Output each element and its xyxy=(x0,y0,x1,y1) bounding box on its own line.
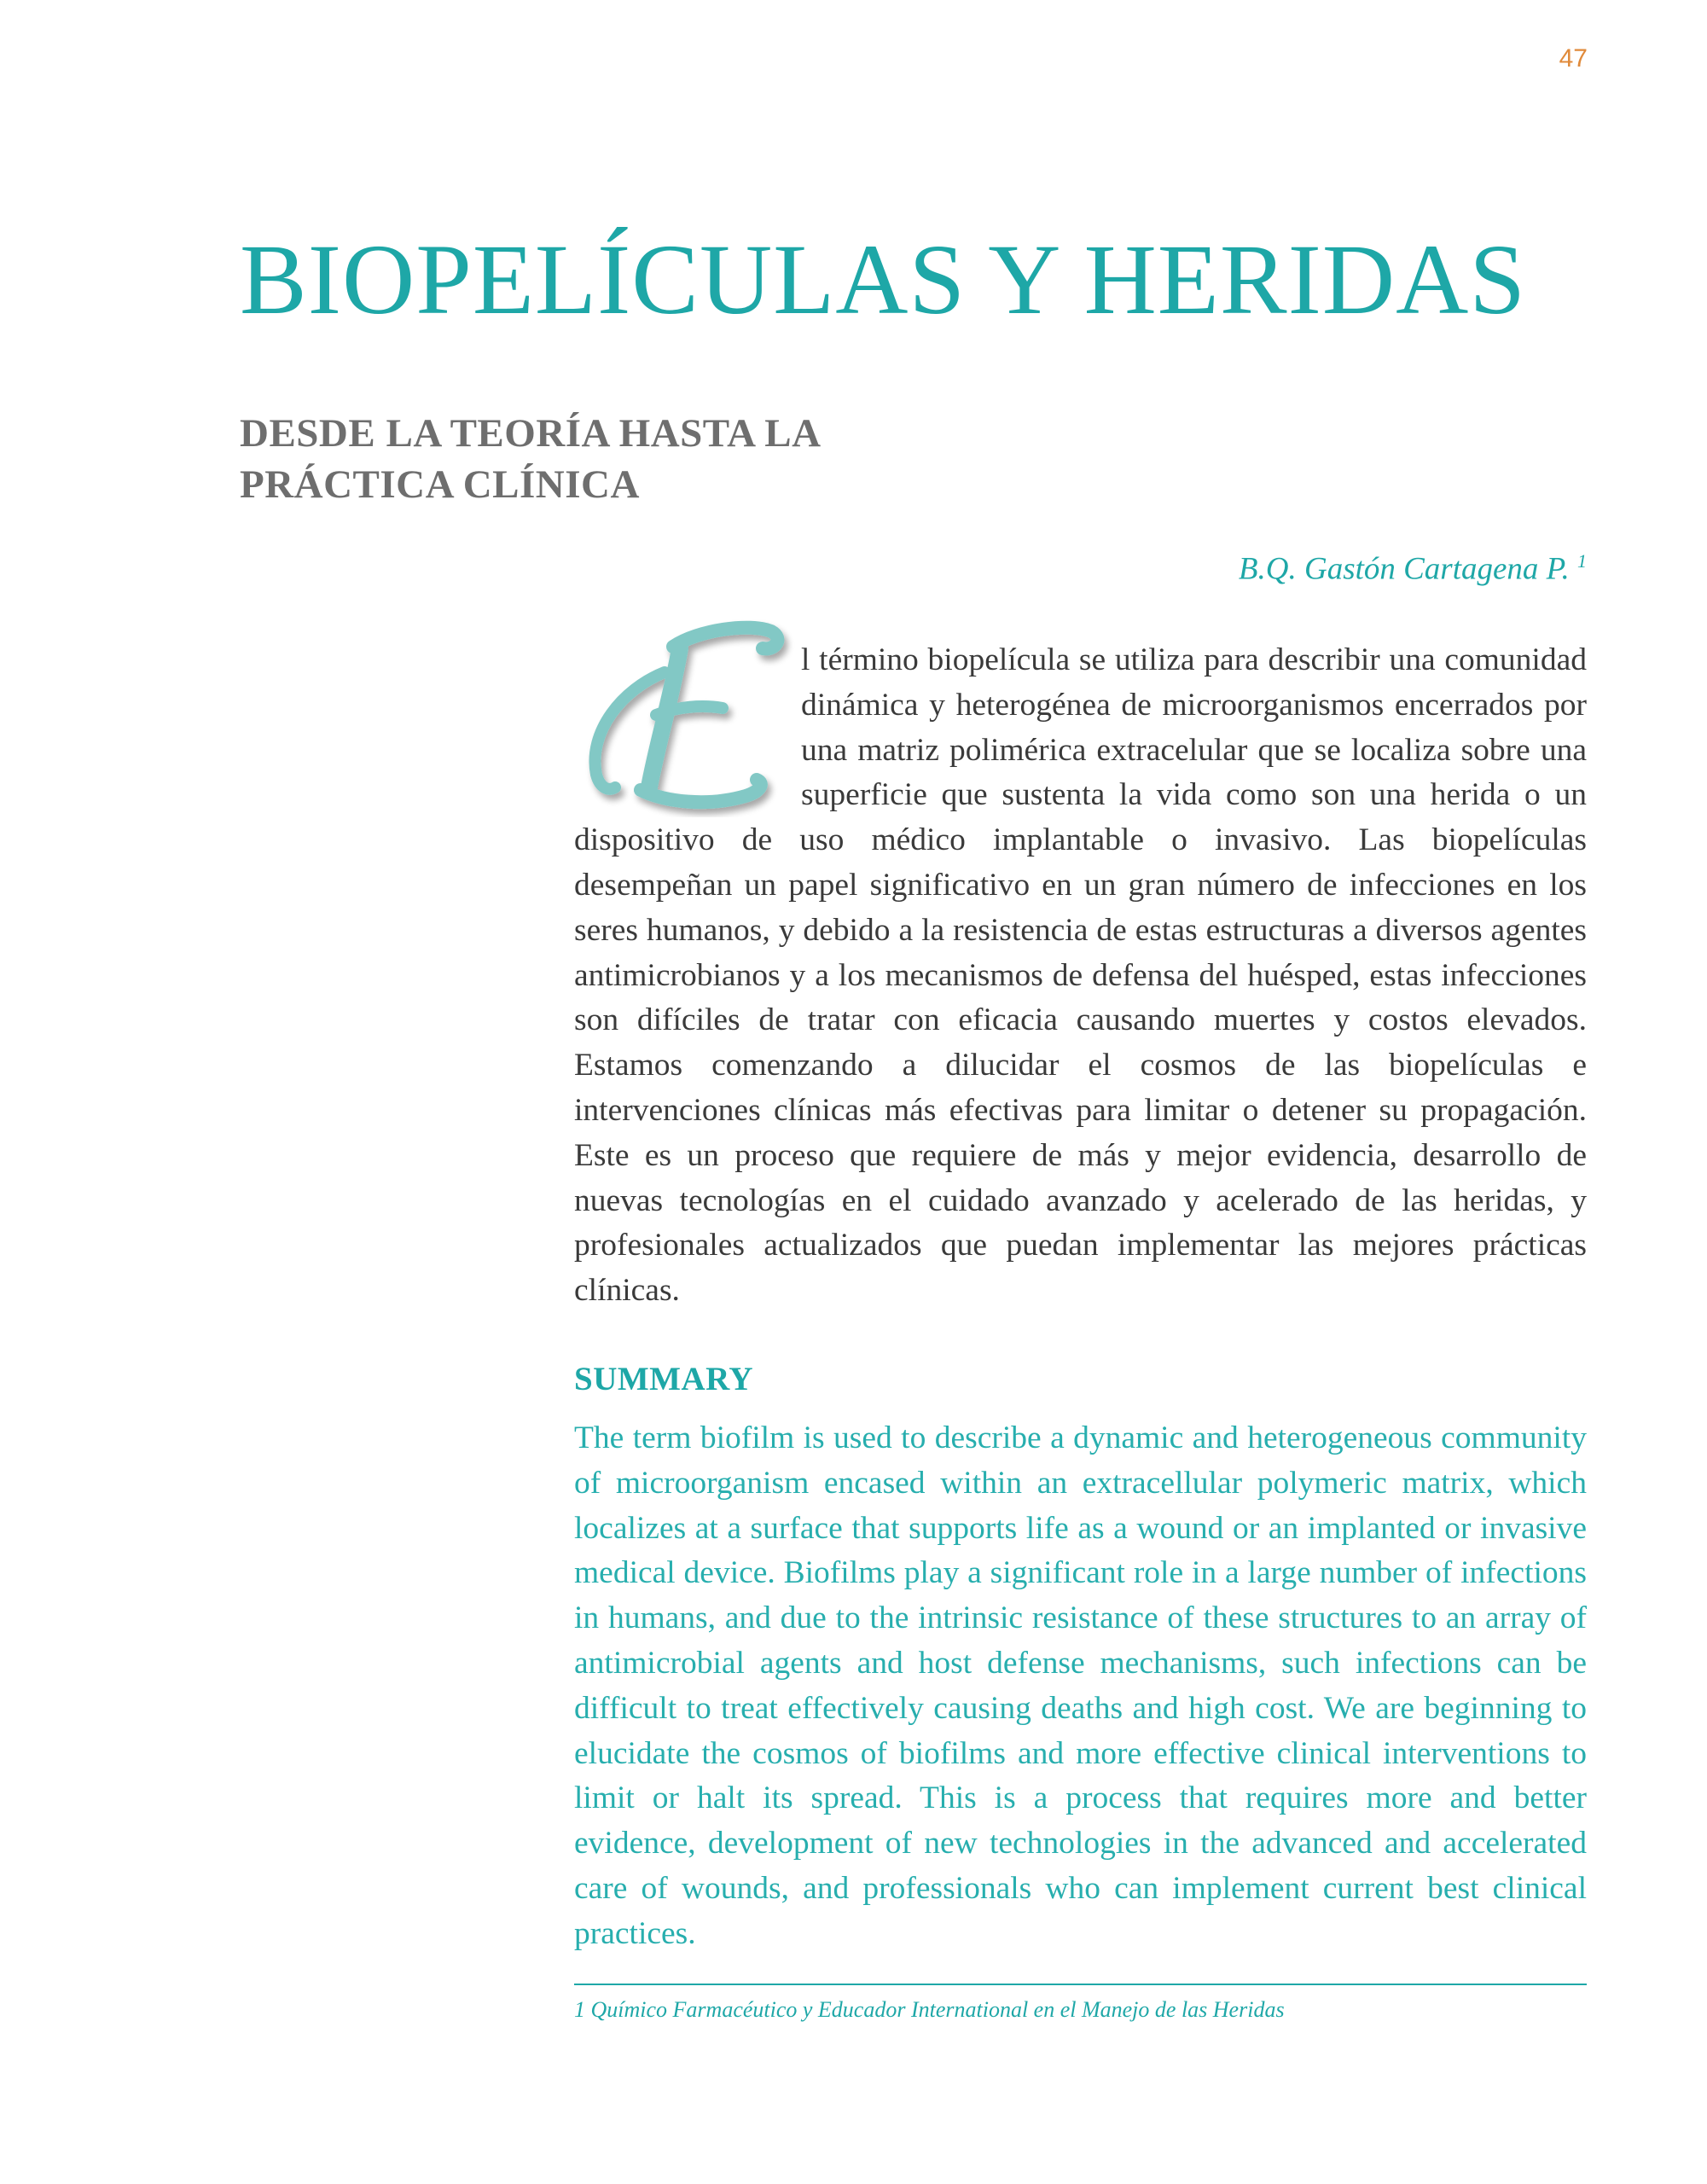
footnote-divider xyxy=(574,1984,1587,1985)
page-number: 47 xyxy=(1559,44,1588,73)
author-byline xyxy=(1239,550,1587,587)
subtitle-line-1: DESDE LA TEORÍA HASTA LA xyxy=(240,411,822,456)
author-name: B.Q. Gastón Cartagena P. xyxy=(1238,551,1570,587)
subtitle xyxy=(240,408,822,510)
summary-paragraph: The term biofilm is used to describe a dynamic and heterogeneous community of microorganism encased within an extracellular polymeric matrix, which localizes at a surface that supports life as a wound or an implanted or invasive medical device. Biofilms play a significant role in a large number of infections in humans, and due to the intrinsic resistance of these structures to an array of antimicrobial agents and host defense mechanisms, such infections can be difficult to treat effectively causing deaths and high cost. We are beginning to elucidate the cosmos of biofilms and more effective clinical interventions to limit or halt its spread. This is a process that requires more and better evidence, development of new technologies in the advanced and accelerated care of wounds, and professionals who can implement current best clinical practices. xyxy=(574,1420,1587,1951)
abstract-paragraph xyxy=(571,613,1587,1314)
summary-heading: SUMMARY xyxy=(574,1361,754,1397)
abstract-text: l término biopelícula se utiliza para describir una comunidad dinámica y heterogénea de microorganismos encerrados por una matriz polimérica extracelular que se localiza sobre una superficie que sustenta la vida como son una herida o un dispositivo de uso médico implantable o invasivo. Las biopelículas desempeñan un papel significativo en un gran número de infecciones en los seres humanos, y debido a la resistencia de estas estructuras a diversos agentes antimicrobianos y a los mecanismos de defensa del huésped, estas infecciones son difíciles de tratar con eficacia causando muertes y costos elevados. Estamos comenzando a dilucidar el cosmos de las biopelículas e intervenciones clínicas más efectivas para limitar o detener su propagación. Este es un proceso que requiere de más y mejor evidencia, desarrollo de nuevas tecnologías en el cuidado avanzado y acelerado de las heridas, y profesionales actualizados que puedan implementar las mejores prácticas clínicas. xyxy=(574,642,1587,1309)
drop-cap-e xyxy=(571,613,801,817)
author-footnote-ref: 1 xyxy=(1577,550,1587,572)
footnote: 1 Químico Farmacéutico y Educador International en el Manejo de las Heridas xyxy=(574,1997,1285,2022)
page-title: BIOPELÍCULAS Y HERIDAS xyxy=(240,224,1526,335)
subtitle-line-2: PRÁCTICA CLÍNICA xyxy=(240,462,640,507)
